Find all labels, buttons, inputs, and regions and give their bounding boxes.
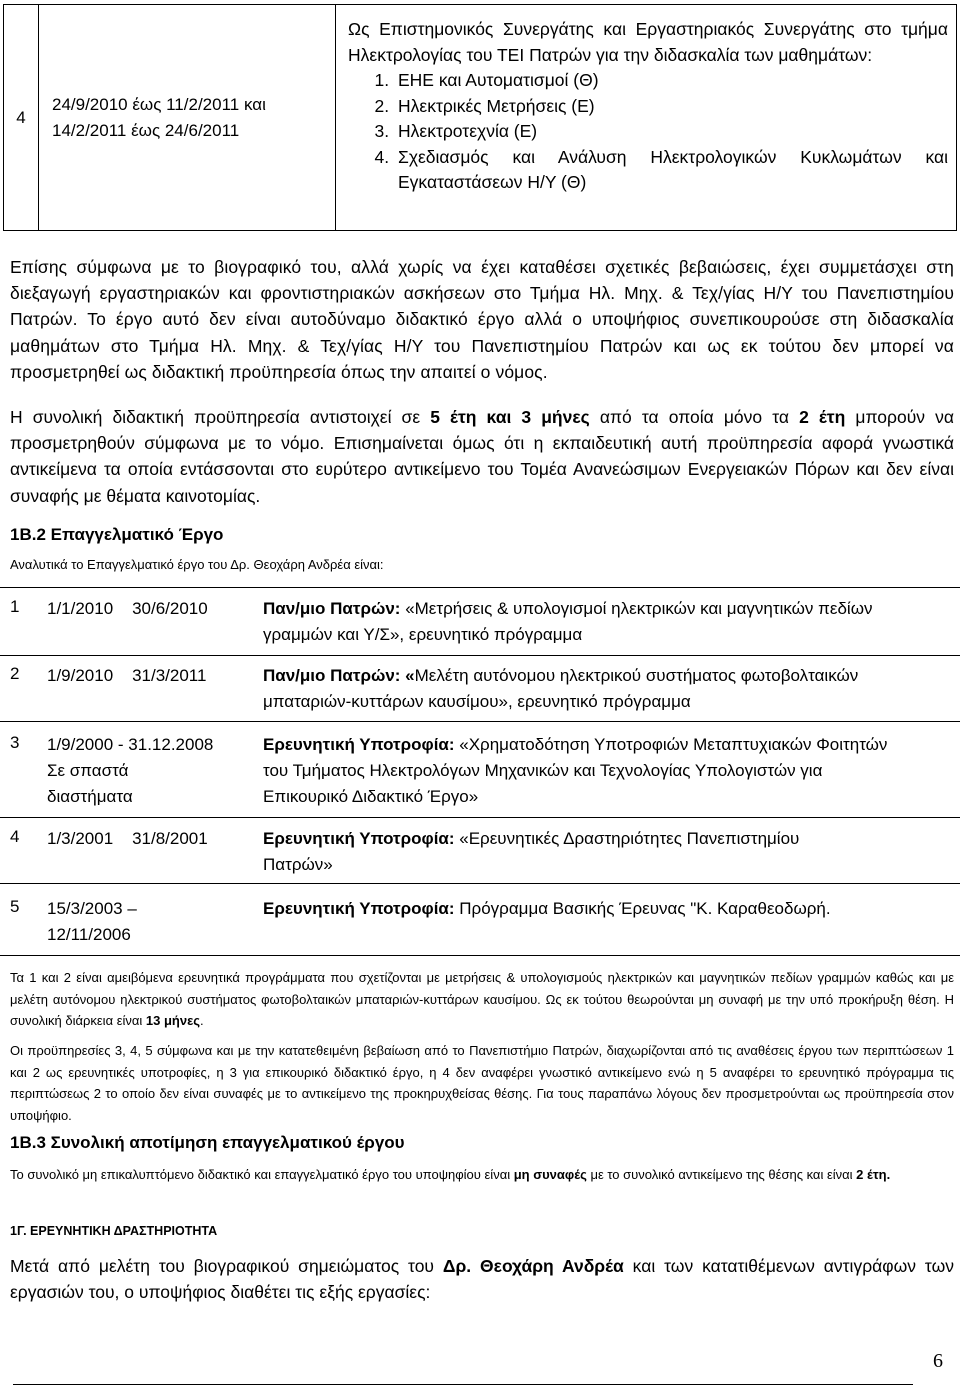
bold-text: 2 έτη bbox=[799, 407, 846, 427]
section-subtitle: Αναλυτικά το Επαγγελματικό έργο του Δρ. Θεοχάρη Ανδρέα είναι: bbox=[10, 557, 384, 572]
row-label: Παν/μιο Πατρών: bbox=[263, 599, 401, 618]
bold-text: μη συναφές bbox=[513, 1167, 587, 1182]
text: από τα οποία μόνο τα bbox=[589, 407, 800, 427]
row-description bbox=[263, 826, 873, 878]
bold-text: 13 μήνες bbox=[145, 1013, 201, 1029]
list-item: 1. ΕΗΕ και Αυτοματισμοί (Θ) bbox=[394, 68, 948, 94]
row-label: Ερευνητική Υποτροφία: bbox=[263, 735, 455, 754]
text: Τα 1 και 2 είναι αμειβόμενα ερευνητικά προγράμματα που σχετίζονται με μετρήσεις & υπολογισμούς ηλεκτρικών και μαγνητικών πεδίων γραμμών καθώς και με μελέτη αυτόνομου ηλεκτρικού συστήματος φωτοβολταικών μπαταριών-κυττάρων καυσίμου. Ως εκ τούτου θεωρούνται μη συναφή με την υπό προκήρυξη θέση. Η συνολική διάρκεια είναι bbox=[10, 970, 954, 1029]
row-date: 1/1/2010 30/6/2010 bbox=[47, 599, 208, 618]
row-description bbox=[336, 5, 957, 231]
row-label: Ερευνητική Υποτροφία: bbox=[263, 899, 455, 918]
date-line: 15/3/2003 – bbox=[47, 899, 137, 918]
row-date: 1/3/2001 31/8/2001 bbox=[47, 829, 208, 848]
row-label: Ερευνητική Υποτροφία: bbox=[263, 829, 455, 848]
row-label: Παν/μιο Πατρών: « bbox=[263, 666, 415, 685]
row-number: 3 bbox=[10, 733, 20, 752]
list-item: 3. Ηλεκτροτεχνία (Ε) bbox=[394, 119, 948, 145]
row-date bbox=[47, 896, 137, 948]
section-title: 1Γ. ΕΡΕΥΝΗΤΙΚΗ ΔΡΑΣΤΗΡΙΟΤΗΤΑ bbox=[10, 1224, 218, 1238]
bold-text: 2 έτη. bbox=[856, 1167, 891, 1182]
paragraph-also: Επίσης σύμφωνα με το βιογραφικό του, αλλά χωρίς να έχει καταθέσει σχετικές βεβαιώσεις, έχει συμμετάσχει στη διεξαγωγή εργαστηριακών και φροντιστηριακών ασκήσεων στο Τμήμα Ηλ. Μηχ. & Τεχ/γίας Η/Υ του Πανεπιστημίου Πατρών. Το έργο αυτό δεν είναι αυτοδύναμο διδακτικό έργο αλλά ο υποψήφιος συνεπικουρούσε στη διδασκαλία μαθημάτων στο Τμήμα Ηλ. Μηχ. & Τεχ/γίας Η/Υ του Πανεπιστημίου Πατρών και ως εκ τούτου δεν μπορεί να προσμετρηθεί ως διδακτική προϋπηρεσία όπως την απαιτεί ο νόμος. bbox=[10, 257, 954, 382]
text: . bbox=[200, 1013, 204, 1029]
row-dates bbox=[39, 5, 336, 231]
date-line: 24/9/2010 έως 11/2/2011 και bbox=[52, 94, 266, 114]
text: μπορούν να προσμετρηθούν σύμφωνα με το νόμο. Επισημαίνεται όμως ότι η εκπαιδευτική αυτή προϋπηρεσία αφορά γνωστικά αντικείμενα τα οποία εντάσσονται στο ευρύτερο αντικείμενο του Τομέα Ανανεώσιμων Ενεργειακών Πόρων και δεν είναι συναφής με θέματα καινοτομίας. bbox=[10, 407, 954, 506]
text: Το συνολικό μη επικαλυπτόμενο διδακτικό και επαγγελματικό έργο του υποψηφίου είναι bbox=[10, 1167, 514, 1182]
row-number: 1 bbox=[10, 597, 20, 616]
divider bbox=[0, 655, 960, 656]
row-text: «Μετρήσεις & υπολογισμοί ηλεκτρικών και μαγνητικών πεδίων γραμμών και Υ/Σ», ερευνητικό πρόγραμμα bbox=[263, 599, 873, 644]
row-number: 4 bbox=[10, 827, 20, 846]
row-description bbox=[263, 732, 903, 810]
row-text: «Χρηματοδότηση Υποτροφιών Μεταπτυχιακών Φοιτητών του Τμήματος Ηλεκτρολόγων Μηχανικών και Τεχνολογίας Υπολογιστών για Επικουρικό Διδακτικό Έργο» bbox=[263, 735, 888, 806]
footer-rule bbox=[13, 1384, 913, 1385]
teaching-intro: Ως Επιστημονικός Συνεργάτης και Εργαστηριακός Συνεργάτης στο τμήμα Ηλεκτρολογίας του ΤΕΙ Πατρών για την διδασκαλία των μαθημάτων: bbox=[348, 19, 948, 65]
row-date: 1/9/2010 31/3/2011 bbox=[47, 666, 207, 685]
bold-text: 5 έτη και 3 μήνες bbox=[430, 407, 590, 427]
row-description bbox=[263, 896, 943, 922]
divider bbox=[0, 587, 960, 588]
section-title: 1Β.2 Επαγγελματικό Έργο bbox=[10, 525, 224, 544]
divider bbox=[0, 955, 960, 956]
bold-text: Δρ. Θεοχάρη Ανδρέα bbox=[442, 1256, 624, 1276]
row-text: «Ερευνητικές Δραστηριότητες Πανεπιστημίου Πατρών» bbox=[263, 829, 800, 874]
date-line: Σε σπαστά bbox=[47, 761, 129, 780]
table-row bbox=[4, 5, 957, 231]
section-paragraph bbox=[10, 1164, 954, 1186]
list-item: 2. Ηλεκτρικές Μετρήσεις (Ε) bbox=[394, 94, 948, 120]
row-description bbox=[263, 663, 903, 715]
text: Μετά από μελέτη του βιογραφικού σημειώματος του bbox=[10, 1256, 443, 1276]
text: με το συνολικό αντικείμενο της θέσης και είναι bbox=[586, 1167, 857, 1182]
course-list bbox=[348, 68, 948, 196]
paragraph-total-teaching bbox=[10, 404, 954, 509]
date-line: 1/9/2000 - 31.12.2008 bbox=[47, 735, 214, 754]
text: και των κατατιθέμενων αντιγράφων των εργασιών του, ο υποψήφιος διαθέτει τις εξής εργασίες: bbox=[10, 1256, 954, 1302]
divider bbox=[0, 817, 960, 818]
section-paragraph bbox=[10, 1253, 954, 1305]
section-title: 1Β.3 Συνολική αποτίμηση επαγγελματικού έργου bbox=[10, 1133, 405, 1152]
row-number: 2 bbox=[10, 664, 20, 683]
row-text: Πρόγραμμα Βασικής Έρευνας "Κ. Καραθεοδωρή. bbox=[459, 899, 831, 918]
divider bbox=[0, 883, 960, 884]
row-number: 5 bbox=[10, 897, 20, 916]
row-date bbox=[47, 732, 213, 810]
note-paragraph: Οι προϋπηρεσίες 3, 4, 5 σύμφωνα και με την κατατεθειμένη βεβαίωση από το Πανεπιστήμιο Πατρών, διαχωρίζονται από τις αναθέσεις έργου των περιπτώσεων 1 και 2 ως ερευνητικές υποτροφίες, η 3 για επικουρικό διδακτικό έργο, η 4 δεν αναφέρει γνωστικό αντικείμενο ενώ η 5 αναφέρει το ερευνητικό πρόγραμμα τις περιπτώσεως 2 το οποίο δεν είναι συναφές με το αντικείμενο της προκηρυχθείσας θέσης. Για τους παραπάνω λόγους δεν προσμετρούνται ως προϋπηρεσία στον υποψήφιο. bbox=[10, 1043, 954, 1123]
row-description bbox=[263, 596, 913, 648]
text: Η συνολική διδακτική προϋπηρεσία αντιστοιχεί σε bbox=[10, 407, 431, 427]
date-line: διαστήματα bbox=[47, 787, 133, 806]
row-text: Μελέτη αυτόνομου ηλεκτρικού συστήματος φωτοβολταικών μπαταριών-κυττάρων καυσίμου», ερευνητικό πρόγραμμα bbox=[263, 666, 859, 711]
page-number: 6 bbox=[933, 1350, 943, 1372]
date-line: 12/11/2006 bbox=[47, 925, 131, 944]
note-paragraph bbox=[10, 967, 954, 1032]
row-number: 4 bbox=[4, 5, 39, 231]
teaching-table bbox=[3, 4, 957, 231]
list-item: 4. Σχεδιασμός και Ανάλυση Ηλεκτρολογικών Κυκλωμάτων και Εγκαταστάσεων Η/Υ (Θ) bbox=[394, 145, 948, 196]
date-line: 14/2/2011 έως 24/6/2011 bbox=[52, 120, 240, 140]
divider bbox=[0, 721, 960, 722]
